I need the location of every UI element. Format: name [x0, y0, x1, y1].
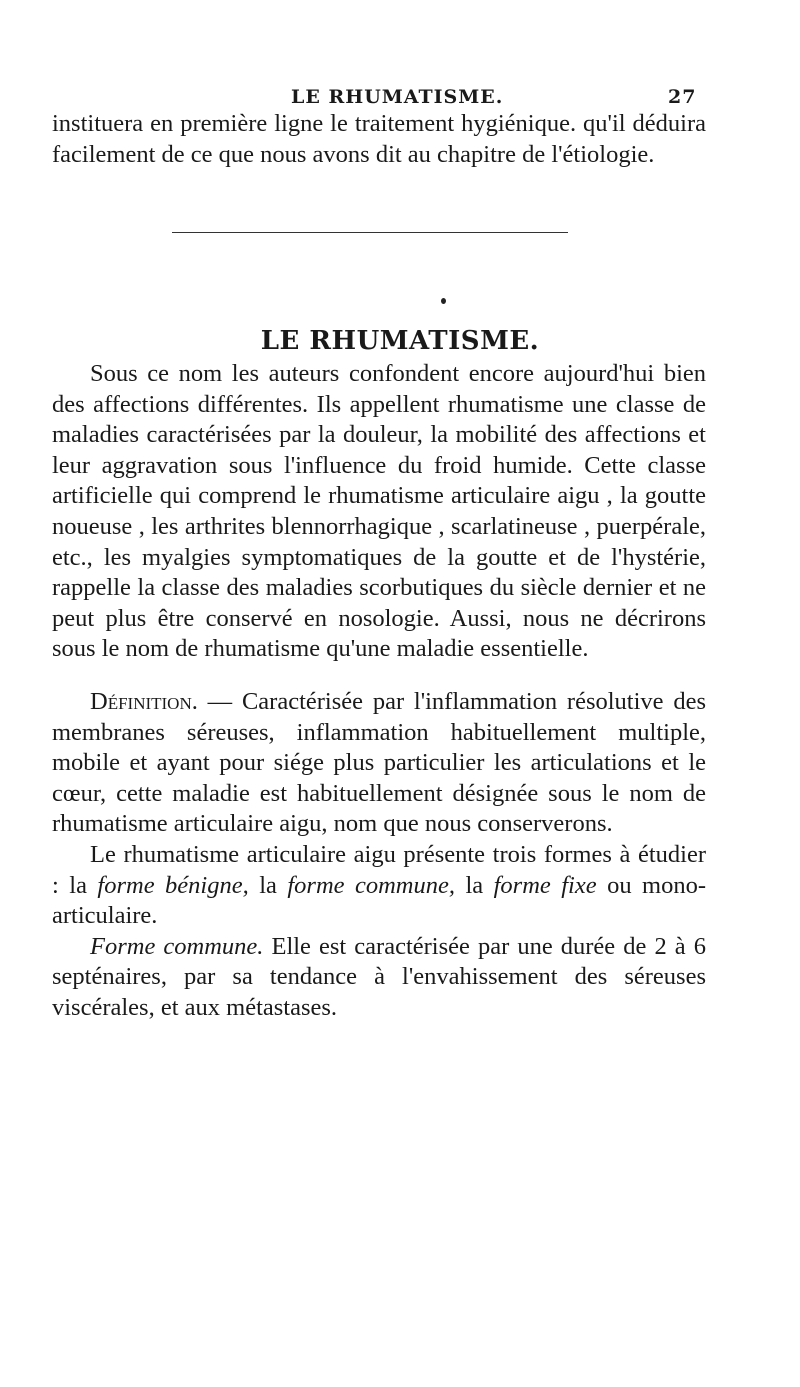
section-title: LE RHUMATISME. [260, 326, 540, 356]
definition-text: — Caractérisée par l'inflammation résolutive des membranes séreuses, inflammation habituellement multiple, mobile et ayant pour siége plus particulier les articulations et le cœur, cette maladie est habituellement désignée sous le nom de rhumatisme articulaire aigu, nom que nous conserverons. [52, 687, 706, 838]
definition-label: Définition. [90, 687, 198, 715]
forms-text-a: Le rhumatisme articulaire aigu présente trois formes à étudier : la [52, 840, 706, 899]
page-number: 27 [668, 86, 697, 108]
common-form-text: Elle est caractérisée par une durée de 2 à 6 septénaires, par sa tendance à l'envahissement des séreuses viscérales, et aux métastases. [52, 932, 706, 1021]
intro-paragraph: instituera en première ligne le traitement hygiénique. qu'il déduira facilement de ce que nous avons dit au chapitre de l'étiologie. [52, 110, 706, 168]
paragraph-gap [52, 665, 706, 687]
ink-speck [441, 298, 446, 304]
section-divider [172, 232, 568, 233]
intro-paragraph-block [52, 109, 706, 170]
paragraph-definition [52, 687, 706, 840]
forms-text-c: la [455, 871, 494, 899]
form-common: forme commune, [287, 871, 455, 899]
common-form-label: Forme commune. [90, 932, 264, 960]
form-benign: forme bénigne, [97, 871, 249, 899]
forms-text-d: ou mono-articulaire. [52, 871, 707, 930]
running-header-title: LE RHUMATISME. [291, 86, 504, 108]
section-body [52, 359, 706, 1023]
form-fixed: forme fixe [493, 871, 597, 899]
paragraph-common-form [52, 932, 706, 1024]
paragraph-forms [52, 840, 706, 932]
paragraph-introduction: Sous ce nom les auteurs confondent encore aujourd'hui bien des affections différentes. Ils appellent rhumatisme une classe de maladies caractérisées par la douleur, la mobilité des affections et leur aggravation sous l'influence du froid humide. Cette classe artificielle qui comprend le rhumatisme articulaire aigu , la goutte noueuse , les arthrites blennorrhagique , scarlatineuse , puerpérale, etc., les myalgies symptomatiques de la goutte et de l'hystérie, rappelle la classe des maladies scorbutiques du siècle dernier et ne peut plus être conservé en nosologie. Aussi, nous ne décrirons sous le nom de rhumatisme qu'une maladie essentielle. [52, 360, 706, 663]
forms-text-b: la [248, 871, 288, 899]
